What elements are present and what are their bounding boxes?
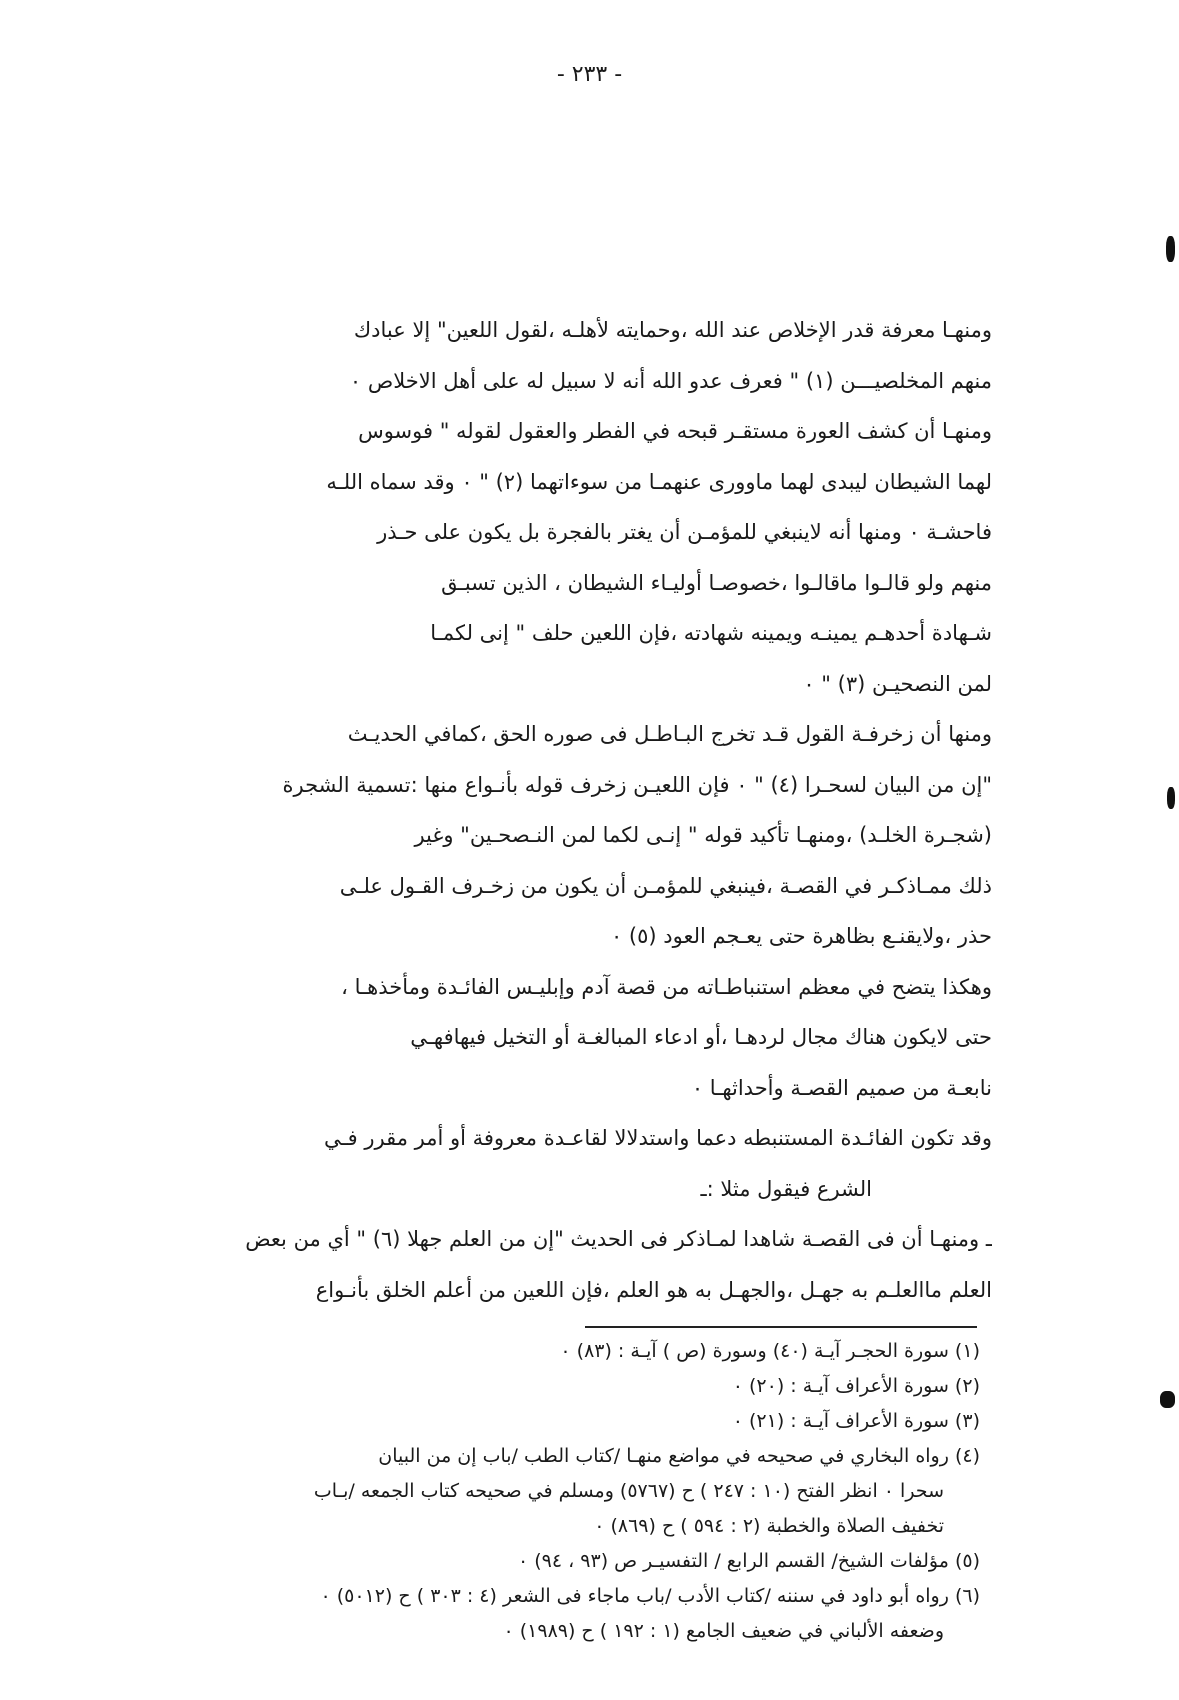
scan-mark xyxy=(1166,236,1175,262)
footnote: (٣) سورة الأعراف آيـة : (٢١) ٠ xyxy=(732,1410,980,1432)
text-line: وقد تكون الفائـدة المستنبطه دعما واستدلالا لقاعـدة معروفة أو أمر مقرر فـي xyxy=(323,1126,992,1150)
text-line: حذر ،ولايقنـع بظاهرة حتى يعـجم العود (٥) ٠ xyxy=(610,924,992,948)
text-line: (شجـرة الخلـد) ،ومنهـا تأكيد قوله " إنـى لكما لمن النـصحـين" وغير xyxy=(414,823,992,847)
footnote: (٦) رواه أبو داود في سننه /كتاب الأدب /باب ماجاء فى الشعر (٤ : ٣٠٣ ) ح (٥٠١٢) ٠ xyxy=(320,1585,980,1607)
text-line: ومنها أن زخرفـة القول قـد تخرج البـاطـل فى صوره الحق ،كمافي الحديـث xyxy=(347,722,992,746)
footnote-divider xyxy=(585,1326,977,1328)
page-number: - ٢٣٣ - xyxy=(556,62,623,87)
text-line: العلم ماالعلـم به جهـل ،والجهـل به هو العلم ،فإن اللعين من أعلم الخلق بأنـواع xyxy=(315,1277,992,1302)
footnote: (٥) مؤلفات الشيخ/ القسم الرابع / التفسيـر ص (٩٣ ، ٩٤) ٠ xyxy=(517,1550,980,1572)
footnote-continuation: سحرا ٠ انظر الفتح (١٠ : ٢٤٧ ) ح (٥٧٦٧) ومسلم في صحيحه كتاب الجمعه /بـاب xyxy=(313,1480,944,1502)
body-text xyxy=(112,305,992,1315)
text-line: نابعـة من صميم القصـة وأحداثهـا ٠ xyxy=(691,1075,992,1100)
text-line: ـ ومنهـا أن فى القصـة شاهدا لمـاذكر فى الحديث "إن من العلم جهلا (٦) " أي من بعض xyxy=(245,1227,992,1251)
scan-mark xyxy=(1167,787,1175,809)
text-line: وهكذا يتضح في معظم استنباطـاته من قصة آدم وإبليـس الفائـدة ومأخذهـا ، xyxy=(341,974,992,999)
text-line: لمن النصحيـن (٣) " ٠ xyxy=(803,671,992,696)
text-line: ومنهـا معرفة قدر الإخلاص عند الله ،وحمايته لأهلـه ،لقول اللعين" إلا عبادك xyxy=(353,318,992,342)
footnote-continuation: وضعفه الألباني في ضعيف الجامع (١ : ١٩٢ ) ح (١٩٨٩) ٠ xyxy=(503,1620,944,1642)
text-line: منهم المخلصيـــن (١) " فعرف عدو الله أنه لا سبيل له على أهل الاخلاص ٠ xyxy=(349,368,992,393)
text-line: فاحشـة ٠ ومنها أنه لاينبغي للمؤمـن أن يغتر بالفجرة بل يكون على حـذر xyxy=(377,520,992,544)
footnotes xyxy=(112,1334,980,1649)
footnote-continuation: تخفيف الصلاة والخطبة (٢ : ٥٩٤ ) ح (٨٦٩) ٠ xyxy=(594,1515,944,1537)
footnote: (١) سورة الحجـر آيـة (٤٠) وسورة (ص ) آيـة : (٨٣) ٠ xyxy=(560,1340,980,1362)
text-line: لهما الشيطان ليبدى لهما ماوورى عنهمـا من سوءاتهما (٢) " ٠ وقد سماه اللـه xyxy=(326,469,992,494)
text-line: ذلك ممـاذكـر في القصـة ،فينبغي للمؤمـن أن يكون من زخـرف القـول علـى xyxy=(339,873,992,898)
footnote: (٤) رواه البخاري في صحيحه في مواضع منهـا /كتاب الطب /باب إن من البيان xyxy=(378,1445,980,1467)
text-line: "إن من البيان لسحـرا (٤) " ٠ فإن اللعيـن زخرف قوله بأنـواع منها :تسمية الشجرة xyxy=(282,772,992,797)
scan-mark xyxy=(1160,1391,1175,1408)
text-line: ومنهـا أن كشف العورة مستقـر قبحه في الفطر والعقول لقوله " فوسوس xyxy=(358,419,992,443)
text-line: حتى لايكون هناك مجال لردهـا ،أو ادعاء المبالغـة أو التخيل فيهافهـي xyxy=(410,1025,992,1049)
text-line: منهم ولو قالـوا ماقالـوا ،خصوصـا أوليـاء الشيطان ، الذين تسبـق xyxy=(441,570,992,595)
text-line: الشرع فيقول مثلا :ـ xyxy=(700,1176,872,1201)
footnote: (٢) سورة الأعراف آيـة : (٢٠) ٠ xyxy=(732,1375,980,1397)
text-line: شـهادة أحدهـم يمينـه ويمينه شهادته ،فإن اللعين حلف " إنى لكمـا xyxy=(430,621,992,645)
